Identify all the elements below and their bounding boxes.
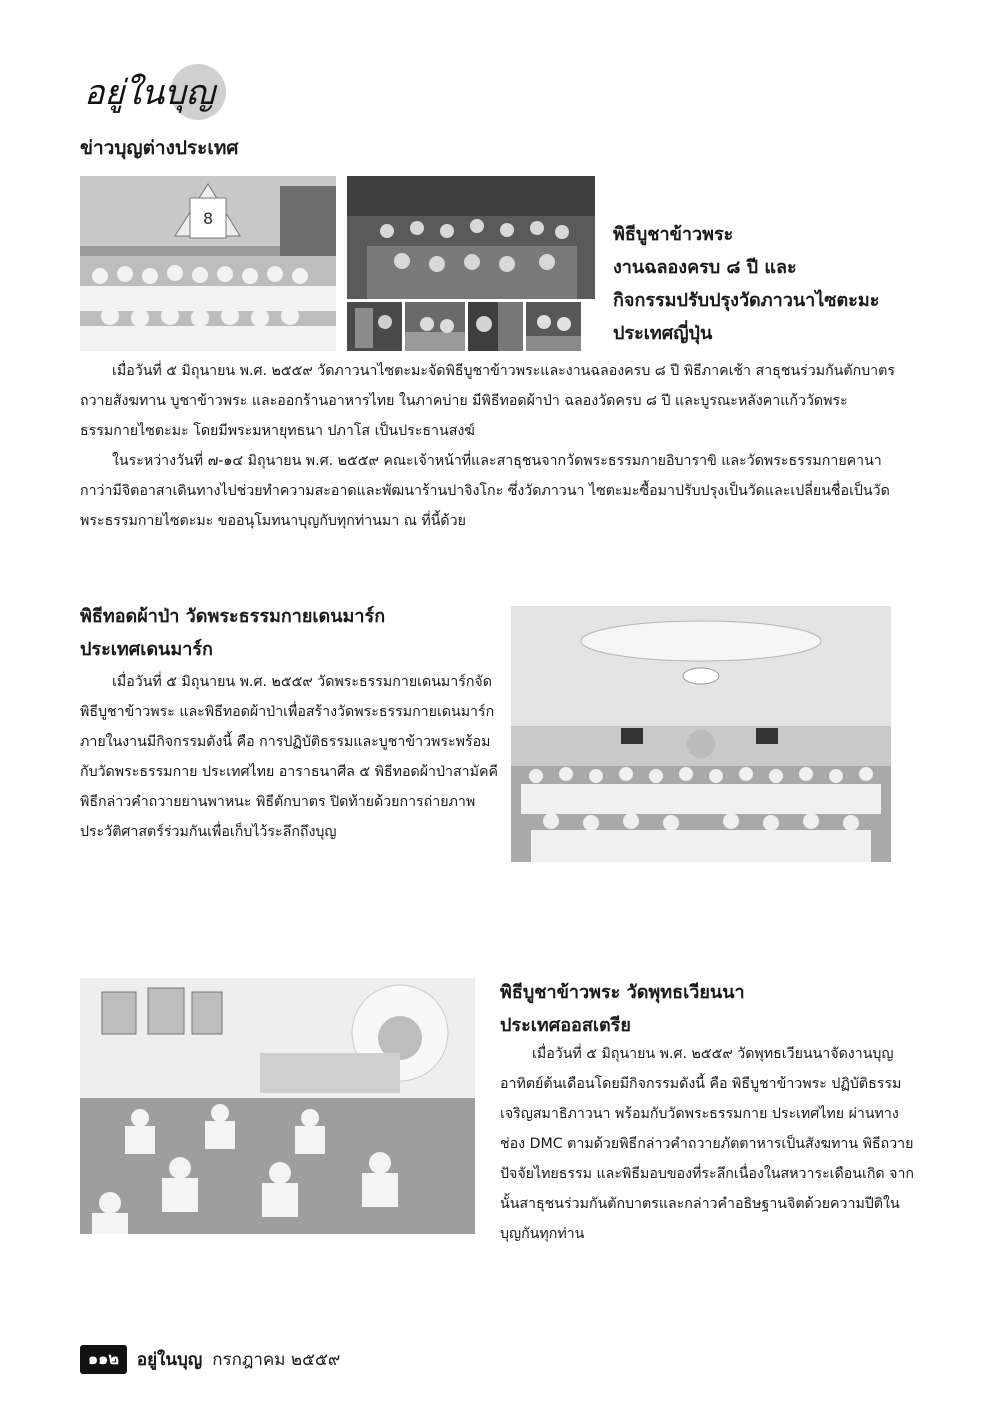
denmark-hall-photo	[511, 606, 891, 862]
article-2-paragraph: เมื่อวันที่ ๕ มิถุนายน พ.ศ. ๒๕๕๙ วัดพระธรรมกายเดนมาร์กจัดพิธีบูชาข้าวพระ และพิธีทอดผ้าป่าเพื่อสร้างวัดพระธรรมกายเดนมาร์ก ภายในงานมีกิจกรรมดังนี้ คือ การปฏิบัติธรรมและบูชาข้าวพระพร้อมกับวัดพระธรรมกาย ประเทศไทย อาราธนาศีล ๕ พิธีทอดผ้าป่าสามัคคี พิธีกล่าวคำถวายยานพาหนะ พิธีตักบาตร ปิดท้ายด้วยการถ่ายภาพประวัติศาสตร์ร่วมกันเพื่อเก็บไว้ระลึกถึงบุญ	[80, 674, 498, 840]
svg-text:อยู่ในบุญ: อยู่ในบุญ	[84, 73, 215, 113]
article-1-title-line: งานฉลองครบ ๘ ปี และ	[613, 257, 797, 278]
magazine-title: อยู่ในบุญ	[136, 1350, 203, 1370]
page-footer	[80, 1345, 340, 1374]
article-1-title-line: ประเทศญี่ปุ่น	[613, 323, 713, 344]
article-1-body	[80, 356, 895, 536]
group-photo-temple	[80, 176, 336, 351]
article-2-body	[80, 667, 500, 847]
volunteer-group-photo	[347, 176, 595, 299]
vienna-meditation-photo	[80, 978, 475, 1234]
magazine-logo	[80, 56, 230, 126]
page-number: ๑๑๒	[80, 1345, 127, 1374]
article-3-title-line: พิธีบูชาข้าวพระ วัดพุทธเวียนนา	[500, 982, 745, 1003]
article-1-title-line: พิธีบูชาข้าวพระ	[613, 224, 734, 245]
article-2-title	[80, 600, 500, 666]
svg-text:8: 8	[203, 209, 214, 228]
section-title: ข่าวบุญต่างประเทศ	[80, 137, 239, 159]
article-3-title-line: ประเทศออสเตรีย	[500, 1015, 631, 1036]
article-3-body	[500, 1039, 920, 1249]
article-1-title	[613, 218, 973, 350]
article-1-paragraph: เมื่อวันที่ ๕ มิถุนายน พ.ศ. ๒๕๕๙ วัดภาวนาไซตะมะจัดพิธีบูชาข้าวพระและงานฉลองครบ ๘ ปี พิธีภาคเช้า สาธุชนร่วมกันตักบาตร ถวายสังฆทาน บูชาข้าวพระ และออกร้านอาหารไทย ในภาคบ่าย มีพิธีทอดผ้าป่า ฉลองวัดครบ ๘ ปี และบูรณะหลังคาแก้ววัดพระธรรมกายไซตะมะ โดยมีพระมหายุทธนา ปภาโส เป็นประธานสงฆ์	[80, 363, 895, 439]
article-2-title-line: พิธีทอดผ้าป่า วัดพระธรรมกายเดนมาร์ก	[80, 606, 386, 627]
cleaning-photo-4	[526, 302, 581, 351]
article-1-paragraph: ในระหว่างวันที่ ๗-๑๔ มิถุนายน พ.ศ. ๒๕๕๙ คณะเจ้าหน้าที่และสาธุชนจากวัดพระธรรมกายอิบาราขิ และวัดพระธรรมกายคานากาว่ามีจิตอาสาเดินทางไปช่วยทำความสะอาดและพัฒนาร้านปาจิงโกะ ซึ่งวัดภาวนา ไซตะมะซื้อมาปรับปรุงเป็นวัดและเปลี่ยนชื่อเป็นวัดพระธรรมกายไซตะมะ ขออนุโมทนาบุญกับทุกท่านมา ณ ที่นี้ด้วย	[80, 453, 890, 529]
cleaning-photo-3	[468, 302, 523, 351]
issue-date: กรกฎาคม ๒๕๕๙	[212, 1350, 341, 1370]
cleaning-photo-1	[347, 302, 402, 351]
article-2-title-line: ประเทศเดนมาร์ก	[80, 639, 213, 660]
cleaning-photo-2	[405, 302, 465, 351]
article-3-paragraph: เมื่อวันที่ ๕ มิถุนายน พ.ศ. ๒๕๕๙ วัดพุทธเวียนนาจัดงานบุญอาทิตย์ต้นเดือนโดยมีกิจกรรมดังนี้ คือ พิธีบูชาข้าวพระ ปฏิบัติธรรมเจริญสมาธิภาวนา พร้อมกับวัดพระธรรมกาย ประเทศไทย ผ่านทางช่อง DMC ตามด้วยพิธีกล่าวคำถวายภัตตาหารเป็นสังฆทาน พิธีถวายปัจจัยไทยธรรม และพิธีมอบของที่ระลึกเนื่องในสหวาระเดือนเกิด จากนั้นสาธุชนร่วมกันตักบาตรและกล่าวคำอธิษฐานจิตด้วยความปีติในบุญกันทุกท่าน	[500, 1046, 915, 1242]
article-1-title-line: กิจกรรมปรับปรุงวัดภาวนาไซตะมะ	[613, 290, 880, 311]
article-3-title	[500, 976, 920, 1042]
